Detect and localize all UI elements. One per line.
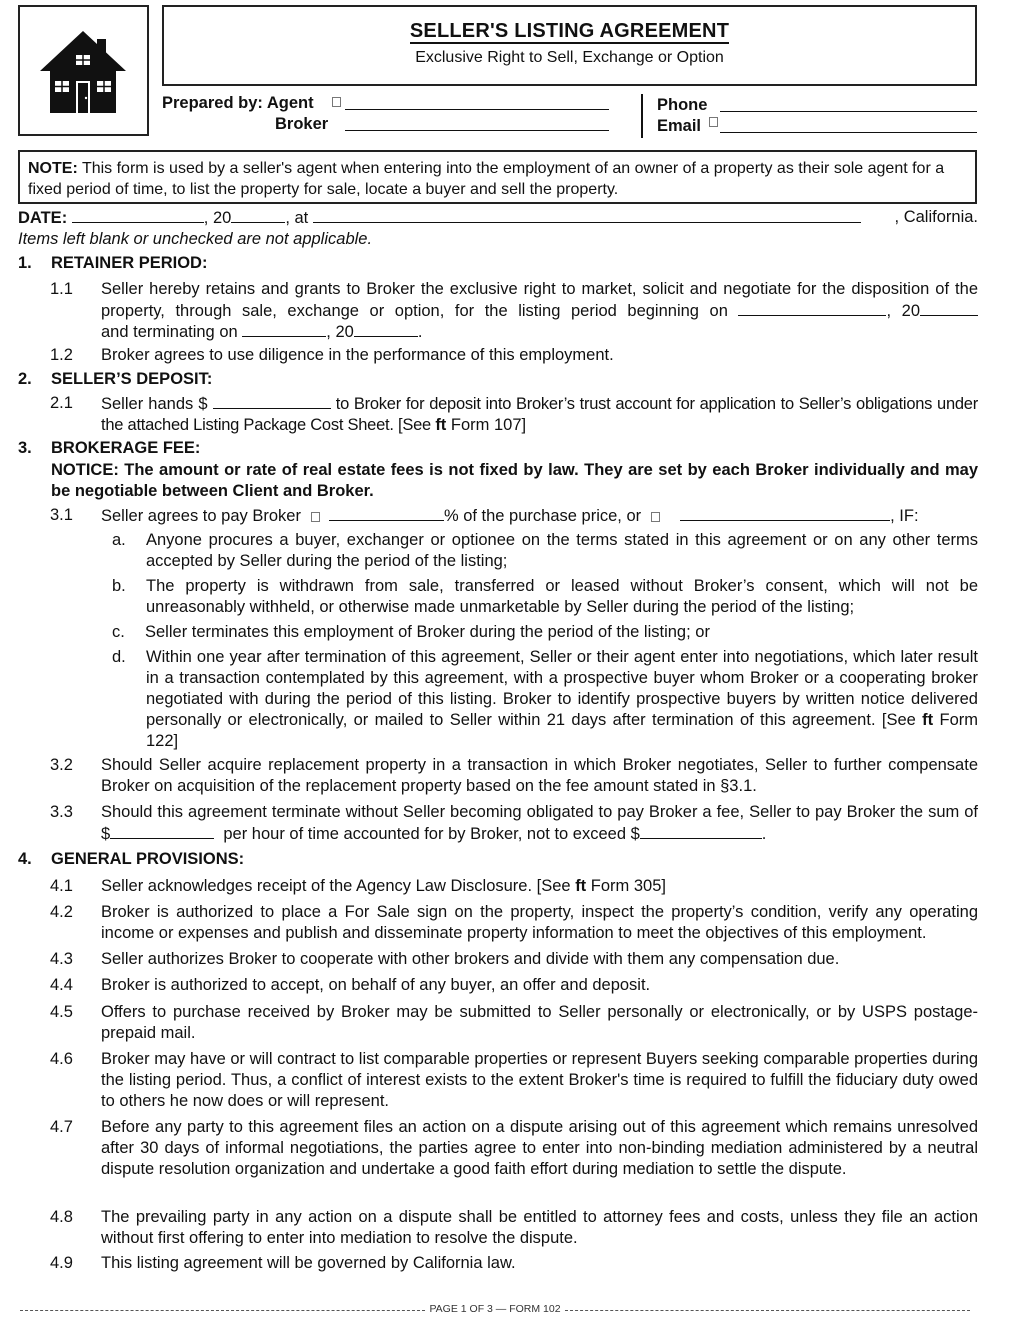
section-2-title: SELLER’S DEPOSIT: (51, 370, 213, 388)
date-location-field[interactable] (313, 207, 861, 223)
ft-mark: ft (922, 711, 934, 729)
prepared-by-label: Prepared by: Agent (162, 94, 314, 112)
para-4-4-number: 4.4 (50, 976, 73, 994)
page-subtitle: Exclusive Right to Sell, Exchange or Option (415, 49, 724, 66)
max-amount-field[interactable] (640, 823, 762, 839)
item-d-end: Form 122] (146, 711, 978, 750)
section-1-title: RETAINER PERIOD: (51, 254, 208, 272)
email-field[interactable] (720, 132, 977, 133)
date-label: DATE: (18, 209, 68, 227)
deposit-amount-field[interactable] (213, 393, 331, 409)
house-icon (20, 7, 147, 134)
note-label: NOTE: (28, 160, 78, 177)
item-d-text: Within one year after termination of this agreement, Seller or their agent enter into negotiations, which later result in a transaction contemplated by this agreement, with a prospective buyer whom Broker or a cooperating broker negotiated with during the period of this listing. Broker to identify prospective buyers by written notice delivered personally or electronically, or mailed to Seller within 21 days after termination of this agreement. [See (146, 648, 978, 729)
phone-label: Phone (657, 96, 708, 114)
listing-begin-field[interactable] (738, 300, 886, 316)
section-4-number: 4. (18, 850, 32, 868)
para-1-2-number: 1.2 (50, 346, 73, 364)
note-text: This form is used by a seller's agent when entering into the employment of an owner of a property as their sole agent for a fixed period of time, to list the property for sale, locate a buyer and sell the property. (28, 160, 945, 198)
para-4-2-text: Broker is authorized to place a For Sale sign on the property, inspect the property’s condition, verify any operating income or expenses and publish and disseminate property information to meet the objectives of this employment. (101, 903, 978, 942)
section-2-number: 2. (18, 370, 32, 388)
para-4-8-text: The prevailing party in any action on a dispute shall be entitled to attorney fees and costs, unless they file an action without first offering to enter into mediation to resolve the dispute. (101, 1208, 978, 1247)
para-4-5-number: 4.5 (50, 1003, 73, 1021)
broker-field[interactable] (345, 130, 609, 131)
listing-end-field[interactable] (242, 321, 326, 337)
notice-text: NOTICE: The amount or rate of real estate fees is not fixed by law. They are set by each Broker individually and may be negotiable between Client and Broker. (51, 461, 978, 500)
phone-field[interactable] (720, 111, 977, 112)
date-at: , at (285, 209, 309, 227)
date-row (18, 207, 978, 229)
para-3-2-number: 3.2 (50, 756, 73, 774)
para-3-3-text-a: Should this agreement terminate without Seller becoming obligated to pay Broker a fee, Seller to pay Broker the sum of $ (101, 803, 978, 843)
para-1-2-text: Broker agrees to use diligence in the performance of this employment. (101, 346, 614, 364)
para-2-1-text-c: Form 107] (446, 416, 527, 434)
section-4-title: GENERAL PROVISIONS: (51, 850, 245, 868)
hourly-rate-field[interactable] (110, 823, 214, 839)
item-a-text: Anyone procures a buyer, exchanger or optionee on the terms stated in this agreement or on any other terms accepted by Seller during the period of the listing; (146, 531, 978, 570)
date-state: , California. (894, 208, 978, 226)
para-4-3-number: 4.3 (50, 950, 73, 968)
para-1-1-period: . (417, 323, 423, 341)
para-3-1-text-b: % of the purchase price, or (443, 507, 642, 525)
listing-begin-year-field[interactable] (920, 300, 978, 316)
para-1-1-text: Seller hereby retains and grants to Broker the exclusive right to market, solicit and negotiate for the disposition of the property, through sale, exchange or option, for the listing period beginning on (101, 280, 978, 320)
header-divider (641, 94, 643, 138)
para-3-3-period: . (761, 825, 767, 843)
ft-mark: ft (435, 416, 447, 434)
agent-checkbox[interactable] (332, 97, 341, 107)
para-3-1-number: 3.1 (50, 506, 73, 524)
para-3-2-text: Should Seller acquire replacement property in a transaction in which Broker negotiates, Seller to further compensate Broker on acquisition of the replacement property based on the fee amount stated in §3.1. (101, 756, 978, 795)
blank-note: Items left blank or unchecked are not applicable. (18, 230, 373, 248)
percent-checkbox[interactable] (311, 512, 320, 522)
para-2-1-text-a: Seller hands $ (101, 395, 208, 413)
footer-dash-right (565, 1310, 970, 1311)
page-footer (20, 1302, 970, 1316)
item-d-label: d. (112, 648, 126, 666)
para-4-6-text: Broker may have or will contract to list comparable properties or represent Buyers seeking comparable properties during the listing period. Thus, a conflict of interest exists to the extent Broker's time is required to fulfill the fiduciary duty owed to others he now does or will represent. (101, 1050, 978, 1110)
para-3-3-text-b: per hour of time accounted for by Broker, not to exceed $ (223, 825, 640, 843)
para-4-4-text: Broker is authorized to accept, on behalf of any buyer, an offer and deposit. (101, 976, 651, 994)
para-4-2-number: 4.2 (50, 903, 73, 921)
item-b-label: b. (112, 577, 126, 595)
amount-checkbox[interactable] (651, 512, 660, 522)
para-4-1-number: 4.1 (50, 877, 73, 895)
date-twenty: , 20 (203, 209, 232, 227)
para-1-1-twenty: , 20 (886, 302, 920, 320)
footer-text: PAGE 1 OF 3 — FORM 102 (429, 1303, 561, 1315)
email-label: Email (657, 117, 702, 135)
para-1-1-number: 1.1 (50, 280, 73, 298)
listing-end-year-field[interactable] (354, 321, 418, 337)
page-title: SELLER'S LISTING AGREEMENT (409, 20, 730, 42)
section-3-title: BROKERAGE FEE: (51, 439, 201, 457)
item-c-label: c. (112, 623, 125, 641)
item-b-text: The property is withdrawn from sale, transferred or leased without Broker’s consent, which will not be unreasonably withheld, or otherwise made unmarketable by Seller during the period of the listing; (146, 577, 978, 616)
para-2-1 (18, 393, 978, 437)
date-year-field[interactable] (231, 207, 285, 223)
para-4-9-number: 4.9 (50, 1254, 73, 1272)
item-c-text: Seller terminates this employment of Broker during the period of the listing; or (145, 623, 710, 641)
para-2-1-text-b: to Broker for deposit into Broker’s trust account for application to Seller’s obligations under the attached Listing Package Cost Sheet. [See (101, 395, 978, 434)
para-3-3-number: 3.3 (50, 803, 73, 821)
para-4-9-text: This listing agreement will be governed by California law. (101, 1254, 516, 1272)
para-4-1-end: Form 305] (586, 877, 666, 895)
ft-mark: ft (575, 877, 587, 895)
para-2-1-number: 2.1 (50, 394, 73, 412)
para-1-1-terminating: and terminating on (101, 323, 238, 341)
para-4-1-text: Seller acknowledges receipt of the Agency Law Disclosure. [See (101, 877, 576, 895)
footer-dash-left (20, 1310, 425, 1311)
para-4-5-text: Offers to purchase received by Broker may be submitted to Seller personally or electronically, or by USPS postage-prepaid mail. (101, 1003, 978, 1042)
note-box (18, 150, 977, 204)
para-4-7-number: 4.7 (50, 1118, 73, 1136)
para-4-7-text: Before any party to this agreement files an action on a dispute arising out of this agreement which remains unresolved after 30 days of informal negotiations, the parties agree to enter into non-binding mediation administered by a neutral dispute resolution organization and undertake a good faith effort during mediation to settle the dispute. (101, 1118, 978, 1178)
email-checkbox[interactable] (709, 117, 718, 127)
section-3-number: 3. (18, 439, 32, 457)
item-a-label: a. (112, 531, 126, 549)
date-field[interactable] (72, 207, 204, 223)
title-box (162, 5, 977, 86)
para-4-3-text: Seller authorizes Broker to cooperate with other brokers and divide with them any compensation due. (101, 950, 840, 968)
broker-label: Broker (275, 115, 329, 133)
para-4-6-number: 4.6 (50, 1050, 73, 1068)
agent-field[interactable] (345, 109, 609, 110)
section-1-number: 1. (18, 254, 32, 272)
para-4-8-number: 4.8 (50, 1208, 73, 1226)
percent-field[interactable] (329, 505, 444, 521)
para-1-1-twenty-2: , 20 (326, 323, 354, 341)
para-3-1-text-c: , IF: (890, 507, 919, 525)
logo-box (18, 5, 149, 136)
amount-field[interactable] (680, 505, 890, 521)
para-3-1-text-a: Seller agrees to pay Broker (101, 507, 301, 525)
